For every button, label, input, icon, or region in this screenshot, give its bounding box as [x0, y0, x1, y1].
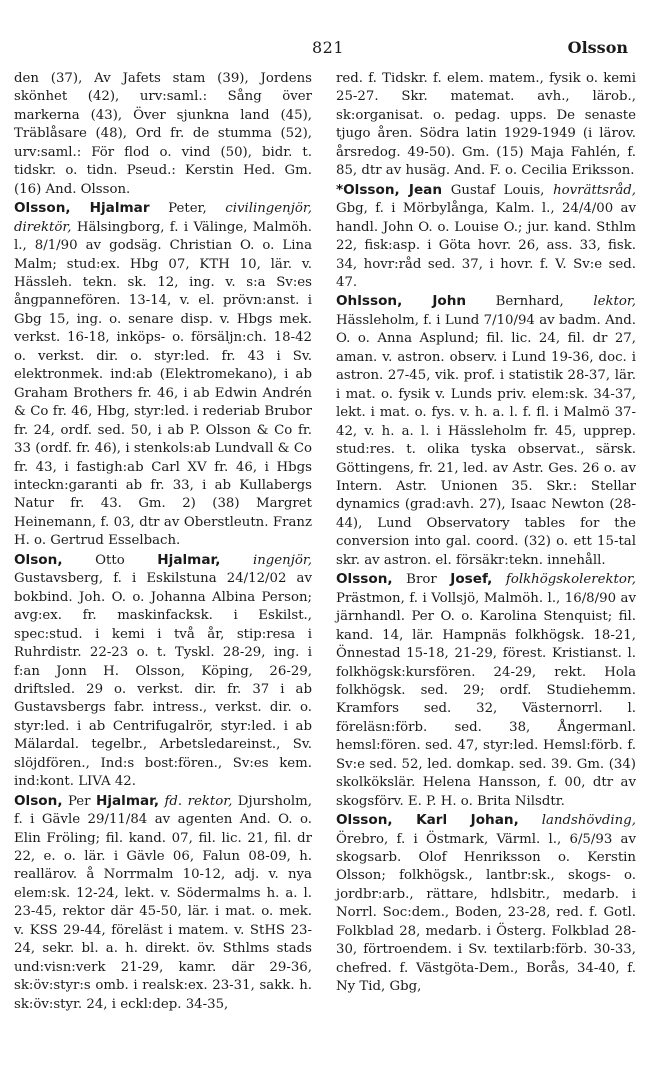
entry-given-names: Bernhard, [466, 294, 594, 310]
continued-entry-text: red. f. Tidskr. f. elem. matem., fysik o. kemi 25-27. Skr. matemat. avh., lärob., sk:organisat. o. pedag. upps. De senaste tjugo åren. Södra latin 1929-1949 (i lärov. årsredog. 49-50). Gm. (15) Maja Fahlén, f. 85, dtr av husäg. And. F. o. Cecilia Eriksson. [336, 71, 636, 179]
entry-title: fd. rektor, [159, 793, 233, 809]
entry-name-called: Hjalmar, [157, 551, 221, 568]
biography-entry [336, 181, 636, 293]
biography-entry [336, 292, 636, 570]
entry-title: folkhögskolerektor, [492, 572, 636, 588]
entry-text: Örebro, f. i Östmark, Värml. l., 6/5/93 av skogsarb. Olof Henriksson o. Kerstin Olsson; folkhögsk., lantbr:sk., skogs- o. jordbr:arb., rättare, hdlsbitr., medarb. i Norrl. Soc:dem., Boden, 23-28, red. f. Gotl. Folkblad 28, medarb. i Österg. Folkblad 28-30, förtroendem. i Sv. textilarb:förb. 30-33, chefred. f. Västgöta-Dem., Borås, 34-40, f. Ny Tid, Gbg, [336, 831, 636, 995]
entry-name: Olson, [14, 792, 63, 809]
entry-text: Gustavsberg, f. i Eskilstuna 24/12/02 av bokbind. Joh. O. o. Johanna Albina Person; avg:ex. fr. maskinfacksk. i Eskilst., spec:stud. i kemi i två år, stip:resa i Ruhrdistr. 22-23 o. t. Tyskl. 28-29, ing. i f:an Jonn H. Olsson, Köping, 26-29, driftsled. 29 o. verkst. dir. fr. 37 i ab Gustavsbergs fabr. intress., verkst. dir. o. styr:led. i ab Centrifugalrör, styr:led. i ab Mälardal. tegelbr., Arbetsledareinst., Sv. slöjdfören., Ind:s bost:fören., Sv:es kem. ind:kont. LIVA 42. [14, 571, 312, 790]
entry-title: hovrättsråd, [553, 182, 636, 198]
page-number: 821 [312, 38, 345, 57]
entry-title: lektor, [593, 294, 636, 310]
running-head: Olsson [567, 38, 628, 57]
right-column [336, 70, 636, 997]
entry-given-names: Otto [62, 552, 158, 568]
biography-entry [14, 199, 312, 551]
entry-given-names [519, 813, 542, 828]
entry-given-names: Gustaf Louis, [442, 182, 554, 198]
biography-entry [14, 551, 312, 792]
entry-name-called: Josef, [450, 571, 493, 588]
entry-text: Djursholm, f. i Gävle 29/11/84 av agenten And. O. o. Elin Fröling; fil. kand. 07, fil. lic. 21, fil. dr 22, e. o. lär. i Gävle 06, Falun 08-09, h. reallärov. å Norrmalm 10-12, adj. v. nya elem:sk. 12-24, lekt. v. Södermalms h. a. l. 23-45, rektor där 45-50, lär. i mat. o. mek. v. KSS 29-44, föreläst i matem. v. StHS 23-24, sekr. bl. a. h. direkt. öv. Sthlms stads und:visn:verk 21-29, kamr. där 29-36, sk:öv:styr:s omb. i realsk:ex. 23-31, sakk. h. sk:öv:styr. 24, i eckl:dep. 34-35, [14, 793, 312, 1012]
entry-name: Olsson, Hjalmar [14, 200, 150, 217]
entry-name: Olsson, [336, 571, 393, 588]
biography-entry [336, 811, 636, 997]
entry-text: Gbg, f. i Mörbylånga, Kalm. l., 24/4/00 av handl. John O. o. Louise O.; jur. kand. Sthlm 22, fisk:asp. i Göta hovr. 26, ass. 33, fisk. 34, hovr:råd sed. 37, i hovr. f. V. Sv:e sed. 47. [336, 201, 636, 290]
entry-name: Olsson, Karl Johan, [336, 812, 519, 829]
entry-text: Hälsingborg, f. i Välinge, Malmöh. l., 8/1/90 av godsäg. Christian O. o. Lina Malm; stud:ex. Hbg 07, KTH 10, lär. v. Hässleh. tekn. sk. 12, ing. v. s:a Sv:es ångpannefören. 13-14, v. el. prövn:anst. i Gbg 15, ing. o. senare disp. v. Hbgs mek. verkst. 16-18, inköps- o. försäljn:ch. 18-42 o. verkst. dir. o. styr:led. fr. 43 i Sv. elektronmek. ind:ab (Elektromekano), i ab Graham Brothers fr. 46, i ab Edwin Andrén & Co fr. 46, Hbg, styr:led. i rederiab Brubor fr. 24, ordf. sed. 50, i ab P. Olsson & Co fr. 33 (ordf. fr. 46), i stenkols:ab Lundvall & Co fr. 43, i fastigh:ab Carl XV fr. 46, i Hbgs inteckn:garanti ab fr. 33, i ab Kullabergs Natur fr. 43. Gm. 2) (38) Margret Heinemann, f. 03, dtr av Oberstleutn. Franz H. o. Gertrud Esselbach. [14, 219, 312, 549]
entry-text: Hässleholm, f. i Lund 7/10/94 av badm. And. O. o. Anna Asplund; fil. lic. 24, fil. dr 27, aman. v. astron. observ. i Lund 19-36, doc. i astron. 27-45, vik. prof. i statistik 28-37, lär. i mat. o. fysik v. Lunds priv. elem:sk. 34-37, lekt. i mat. o. fys. v. h. a. l. f. fl. i Malmö 37-42, v. h. a. l. i Hässleholm fr. 45, upprep. stud:res. t. olika tyska observat., särsk. Göttingens, fr. 21, led. av Astr. Ges. 26 o. av Intern. Astr. Unionen 35. Skr.: Stellar dynamics (grad:avh. 27), Isaac Newton (28-44), Lund Observatory tables for the conversion into gal. coord. (32) o. ett 15-tal skr. av astron. el. försäkr:tekn. innehåll. [336, 312, 636, 568]
entry-title: ingenjör, [220, 552, 312, 568]
entry-given-names: Bror [392, 572, 451, 588]
entry-title: landshövding, [541, 813, 636, 829]
entry-name: Olson, [14, 551, 63, 568]
entry-text: Prästmon, f. i Vollsjö, Malmöh. l., 16/8/90 av järnhandl. Per O. o. Karolina Stenquist; fil. kand. 14, lär. Hampnäs folkhögsk. 18-21, Önnestad 15-18, 21-29, förest. Kristianst. l. folkhögsk:kursfören. 24-29, rekt. Hola folkhögsk. sed. 29; ordf. Studiehemm. Kramfors sed. 32, Västernorrl. l. föreläsn:förb. sed. 38, Ångermanl. hemsl:fören. sed. 47, styr:led. Hemsl:förb. f. Sv:e sed. 52, led. domkap. sed. 39. Gm. (34) skolkökslär. Helena Hansson, f. 00, dtr av skogsförv. E. P. H. o. Brita Nilsdtr. [336, 590, 636, 809]
biography-entry [14, 792, 312, 1014]
entry-name: *Olsson, Jean [336, 181, 443, 198]
continued-entry-text: den (37), Av Jafets stam (39), Jordens skönhet (42), urv:saml.: Sång över markerna (43), Över sjunkna land (45), Träblåsare (48), Ord fr. de stumma (52), urv:saml.: För flod o. vind (50), bidr. t. tidskr. o. tidn. Pseud.: Kerstin Hed. Gm. (16) And. Olsson. [14, 71, 312, 197]
biography-entry [336, 570, 636, 811]
entry-given-names: Per [62, 793, 96, 809]
page-header [0, 38, 664, 62]
entry-name: Ohlsson, John [336, 293, 467, 310]
entry-name-called: Hjalmar, [95, 792, 160, 809]
entry-given-names: Peter, [149, 201, 226, 217]
left-column [14, 70, 312, 1014]
entry-title: civilingenjör, direktör, [14, 201, 312, 235]
